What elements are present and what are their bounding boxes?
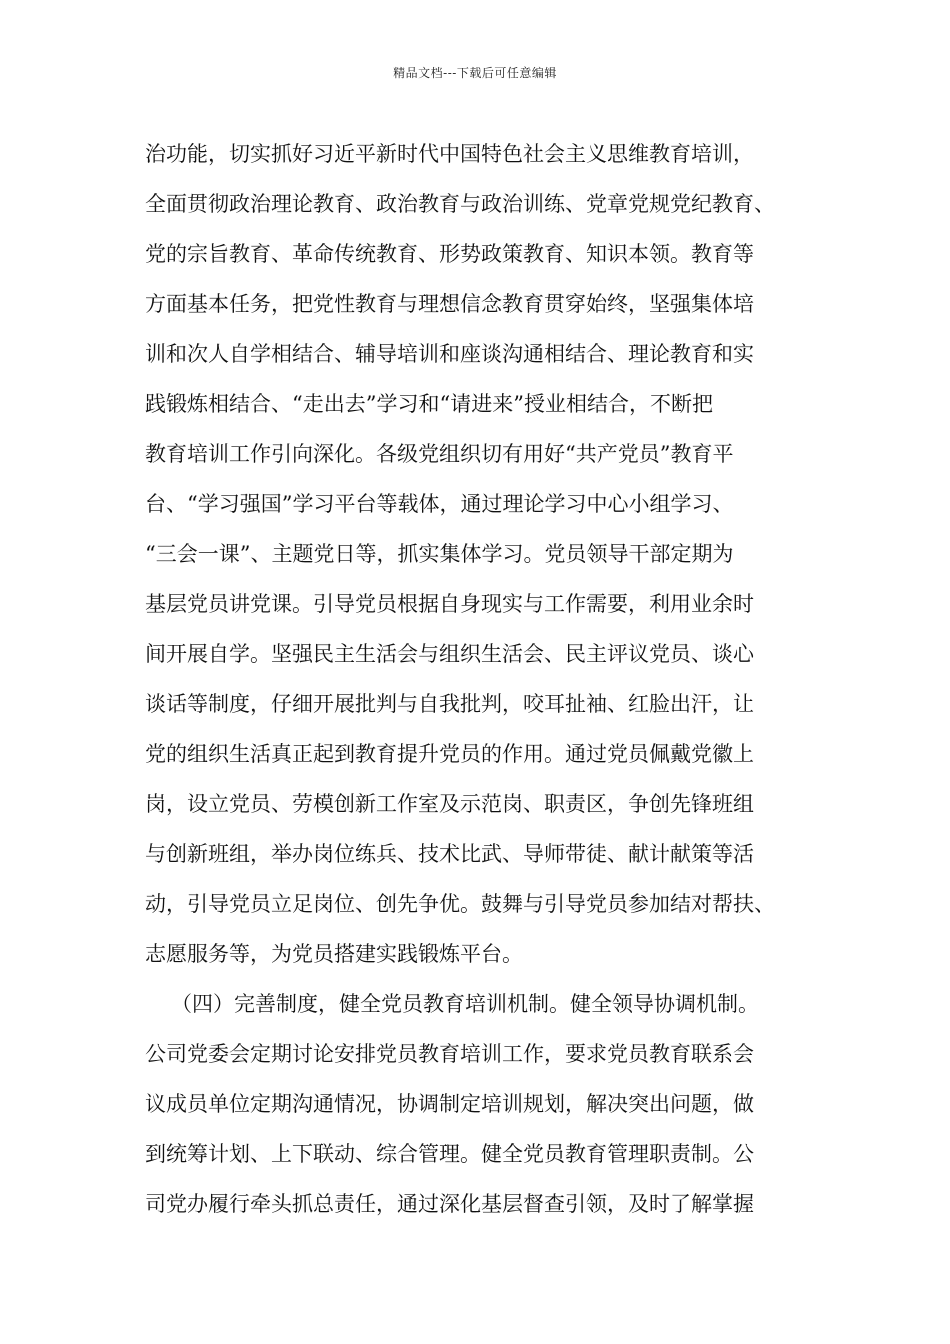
- text-line: 议成员单位定期沟通情况，协调制定培训规划，解决突出问题，做: [145, 1092, 754, 1116]
- text-line: 间开展自学。坚强民主生活会与组织生活会、民主评议党员、谈心: [145, 642, 754, 666]
- text-line: 治功能，切实抓好习近平新时代中国特色社会主义思维教育培训，: [145, 142, 754, 166]
- text-line: 教育培训工作引向深化。各级党组织切有用好“共产党员”教育平: [145, 442, 734, 466]
- text-line: 公司党委会定期讨论安排党员教育培训工作，要求党员教育联系会: [145, 1042, 754, 1066]
- text-line: 基层党员讲党课。引导党员根据自身现实与工作需要，利用业余时: [145, 592, 754, 616]
- text-line: 志愿服务等，为党员搭建实践锻炼平台。: [145, 942, 523, 966]
- text-line: 党的组织生活真正起到教育提升党员的作用。通过党员佩戴党徽上: [145, 742, 754, 766]
- text-line: 党的宗旨教育、革命传统教育、形势政策教育、知识本领。教育等: [145, 242, 754, 266]
- text-line: 司党办履行牵头抓总责任，通过深化基层督查引领，及时了解掌握: [145, 1192, 754, 1216]
- section-heading-line: （四）完善制度，健全党员教育培训机制。健全领导协调机制。: [171, 992, 759, 1016]
- text-line: “三会一课”、主题党日等，抓实集体学习。党员领导干部定期为: [145, 542, 734, 566]
- document-body: [145, 129, 825, 1229]
- page-header: 精品文档---下载后可任意编辑: [393, 66, 557, 80]
- text-line: 台、“学习强国”学习平台等载体，通过理论学习中心小组学习、: [145, 492, 734, 516]
- text-line: 训和次人自学相结合、辅导培训和座谈沟通相结合、理论教育和实: [145, 342, 754, 366]
- text-line: 岗，设立党员、劳模创新工作室及示范岗、职责区，争创先锋班组: [145, 792, 754, 816]
- text-line: 践锻炼相结合、“走出去”学习和“请进来”授业相结合，不断把: [145, 392, 713, 416]
- text-line: 全面贯彻政治理论教育、政治教育与政治训练、党章党规党纪教育、: [145, 192, 775, 216]
- text-line: 到统筹计划、上下联动、综合管理。健全党员教育管理职责制。公: [145, 1142, 754, 1166]
- text-line: 方面基本任务，把党性教育与理想信念教育贯穿始终，坚强集体培: [145, 292, 754, 316]
- text-line: 谈话等制度，仔细开展批判与自我批判，咬耳扯袖、红脸出汗，让: [145, 692, 754, 716]
- text-line: 动，引导党员立足岗位、创先争优。鼓舞与引导党员参加结对帮扶、: [145, 892, 775, 916]
- text-line: 与创新班组，举办岗位练兵、技术比武、导师带徒、献计献策等活: [145, 842, 754, 866]
